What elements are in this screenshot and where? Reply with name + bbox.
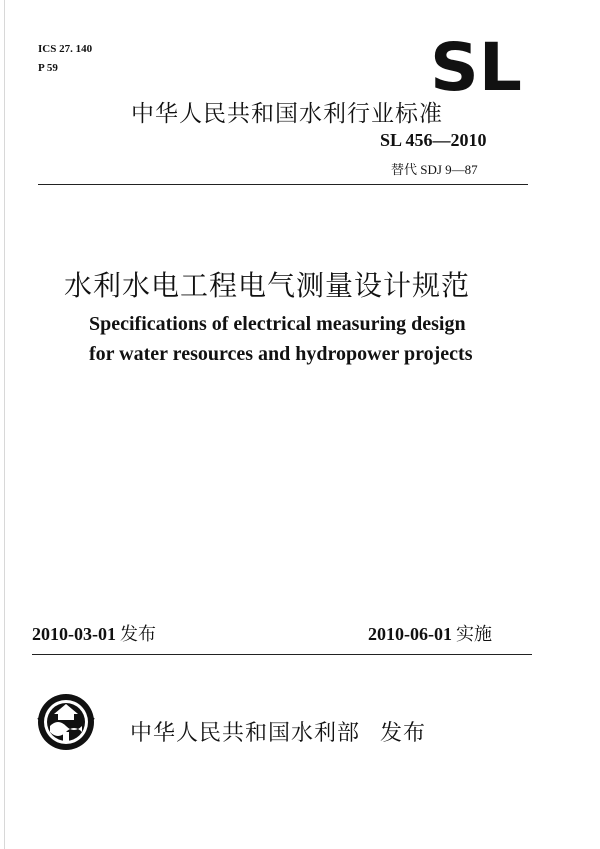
publish-date-block <box>32 620 156 646</box>
standard-number: SL 456—2010 <box>380 130 487 150</box>
publish-date: 2010-03-01 <box>32 624 116 644</box>
issuer-action: 发布 <box>380 721 427 746</box>
issuer-block <box>130 716 426 747</box>
publish-label: 发布 <box>120 624 156 645</box>
ministry-emblem-icon <box>36 692 96 752</box>
bottom-divider <box>32 654 532 655</box>
implement-label: 实施 <box>456 624 492 645</box>
title-chinese: 水利水电工程电气测量设计规范 <box>64 269 471 302</box>
scan-edge-line <box>4 0 5 849</box>
implement-date: 2010-06-01 <box>368 624 452 644</box>
title-english-line1: Specifications of electrical measuring design <box>89 313 466 335</box>
replaces-standard: 替代 SDJ 9—87 <box>391 162 478 177</box>
ccs-code: P 59 <box>38 62 58 74</box>
top-divider <box>38 184 528 185</box>
implement-date-block <box>368 620 492 646</box>
sl-logo-icon <box>430 30 522 102</box>
issuer-name: 中华人民共和国水利部 <box>130 721 361 746</box>
title-english-line2: for water resources and hydropower projects <box>89 343 473 365</box>
ics-code: ICS 27. 140 <box>38 43 93 55</box>
sl-logo-text: SL <box>430 30 522 102</box>
standard-category: 中华人民共和国水利行业标准 <box>131 101 443 127</box>
